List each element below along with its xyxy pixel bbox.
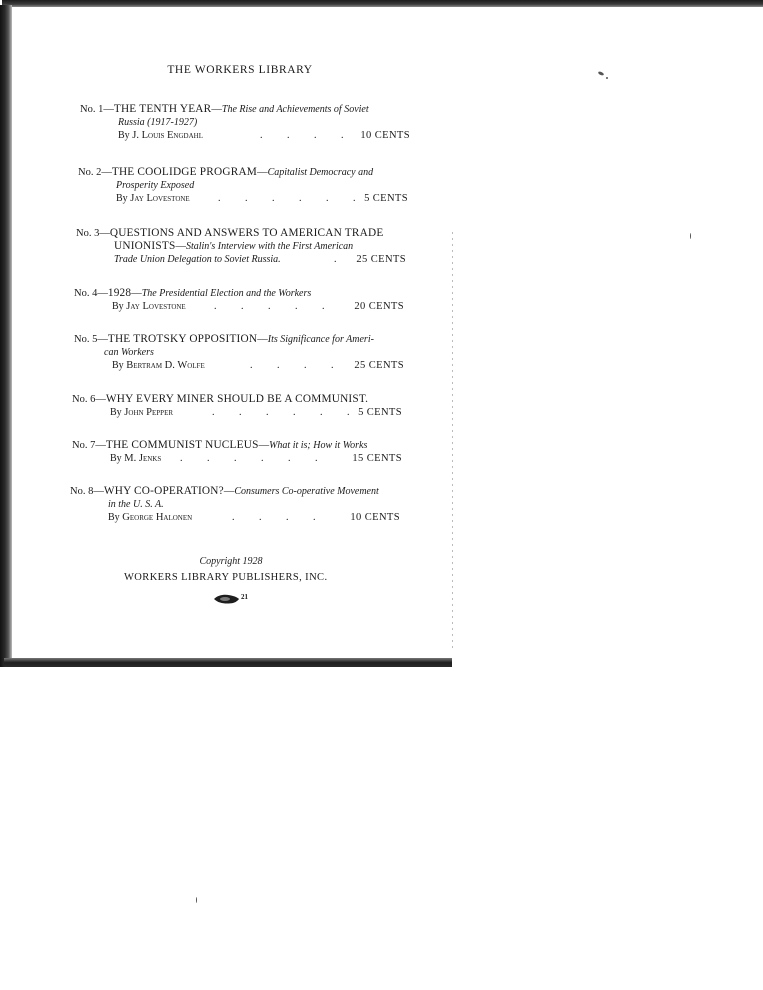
list-item: No. 7—THE COMMUNIST NUCLEUS—What it is; How it Works By M. Jenks . . . . . . 15 CENTS (72, 439, 402, 464)
leader-dots: . . . . (250, 360, 345, 371)
entry-subtitle-continued: in the U. S. A. (108, 499, 164, 510)
entry-author: John Pepper (124, 407, 174, 418)
scan-page-edge (452, 232, 453, 652)
list-item: No. 3—QUESTIONS AND ANSWERS TO AMERICAN TRADE UNIONISTS—Stalin's Interview with the First American Trade Union Delegation to Soviet Russia. . 25 CENTS (76, 227, 406, 265)
entry-number: No. 8 (70, 486, 94, 497)
entry-number: No. 3 (76, 228, 100, 239)
entry-title-continued: UNIONISTS (114, 240, 176, 252)
scan-speck (196, 897, 197, 903)
entry-number: No. 6 (72, 394, 96, 405)
entry-author: M. Jenks (124, 453, 162, 464)
entry-price: 5 CENTS (364, 193, 408, 204)
entry-title: QUESTIONS AND ANSWERS TO AMERICAN TRADE (109, 227, 384, 239)
entry-subtitle: The Presidential Election and the Workers (141, 288, 312, 299)
by-label: By (110, 453, 122, 464)
by-label: By (108, 512, 120, 523)
entry-price: 20 CENTS (354, 301, 404, 312)
entry-subtitle: Stalin's Interview with the First American (185, 241, 354, 252)
entry-price: 10 CENTS (360, 130, 410, 141)
entry-title: THE TENTH YEAR (113, 103, 212, 115)
scan-speck (598, 71, 605, 76)
entry-subtitle-continued: Trade Union Delegation to Soviet Russia. (114, 254, 281, 265)
list-item: No. 5—THE TROTSKY OPPOSITION—Its Significance for Ameri- can Workers By Bertram D. Wolfe . . . . 25 CENTS (74, 333, 404, 371)
entry-subtitle: Consumers Co-operative Movement (234, 486, 379, 497)
entry-subtitle: Its Significance for Ameri- (267, 334, 374, 345)
entry-author: J. Louis Engdahl (132, 130, 203, 141)
entry-price: 10 CENTS (350, 512, 400, 523)
entry-author: Jay Lovestone (126, 301, 186, 312)
entry-price: 15 CENTS (352, 453, 402, 464)
entry-price: 5 CENTS (358, 407, 402, 418)
scan-speck (690, 233, 691, 239)
leader-dots: . . . . . . (180, 453, 329, 464)
entry-title: WHY CO-OPERATION? (103, 485, 224, 497)
entry-title: THE COOLIDGE PROGRAM (111, 166, 258, 178)
union-label-icon (213, 592, 251, 604)
page-title: THE WORKERS LIBRARY (167, 64, 313, 76)
entry-number: No. 4 (74, 288, 98, 299)
list-item: No. 4—1928—The Presidential Election and the Workers By Jay Lovestone . . . . . 20 CENTS (74, 287, 404, 312)
entry-subtitle-continued: Prosperity Exposed (116, 180, 195, 191)
entry-subtitle-continued: Russia (1917-1927) (118, 117, 198, 128)
entry-title: WHY EVERY MINER SHOULD BE A COMMUNIST. (105, 393, 369, 405)
entry-title: THE COMMUNIST NUCLEUS (105, 439, 259, 451)
entry-author: Jay Lovestone (130, 193, 190, 204)
entry-price: 25 CENTS (354, 360, 404, 371)
entry-subtitle: The Rise and Achievements of Soviet (221, 104, 369, 115)
leader-dots: . . . . . (214, 301, 336, 312)
entry-number: No. 1 (80, 104, 104, 115)
by-label: By (112, 301, 124, 312)
scan-border-top (2, 0, 763, 7)
entry-author: George Halonen (122, 512, 193, 523)
entry-subtitle-continued: can Workers (104, 347, 154, 358)
entry-number: No. 2 (78, 167, 102, 178)
entry-subtitle: What it is; How it Works (269, 440, 368, 451)
leader-dots: . . . . . . (212, 407, 361, 418)
by-label: By (118, 130, 130, 141)
by-label: By (116, 193, 128, 204)
entry-subtitle: Capitalist Democracy and (267, 167, 374, 178)
entry-author: Bertram D. Wolfe (126, 360, 205, 371)
list-item: No. 1—THE TENTH YEAR—The Rise and Achievements of Soviet Russia (1917-1927) By J. Louis Engdahl . . . . 10 CENTS (80, 103, 410, 141)
leader-dots: . . . . . . (218, 193, 367, 204)
entry-number: No. 7 (72, 440, 96, 451)
publisher-name: WORKERS LIBRARY PUBLISHERS, INC. (124, 572, 328, 583)
printer-mark-number: 21 (241, 593, 248, 601)
by-label: By (110, 407, 122, 418)
scan-speck (606, 77, 608, 79)
list-item: No. 8—WHY CO-OPERATION?—Consumers Co-operative Movement in the U. S. A. By George Halonen . . . . 10 CENTS (70, 485, 400, 523)
leader-dots: . . . . (260, 130, 355, 141)
list-item: No. 6—WHY EVERY MINER SHOULD BE A COMMUNIST. By John Pepper . . . . . . 5 CENTS (72, 393, 402, 418)
by-label: By (112, 360, 124, 371)
copyright-line: Copyright 1928 (199, 556, 263, 567)
entry-price: 25 CENTS (356, 254, 406, 265)
entry-title: THE TROTSKY OPPOSITION (107, 333, 258, 345)
leader-dots: . (334, 254, 348, 265)
list-item: No. 2—THE COOLIDGE PROGRAM—Capitalist Democracy and Prosperity Exposed By Jay Lovestone . . . . . . 5 CENTS (78, 166, 408, 204)
scan-border-left (0, 5, 12, 667)
leader-dots: . . . . (232, 512, 327, 523)
entry-number: No. 5 (74, 334, 98, 345)
entry-title: 1928 (107, 287, 132, 299)
scan-border-bottom (4, 658, 452, 667)
